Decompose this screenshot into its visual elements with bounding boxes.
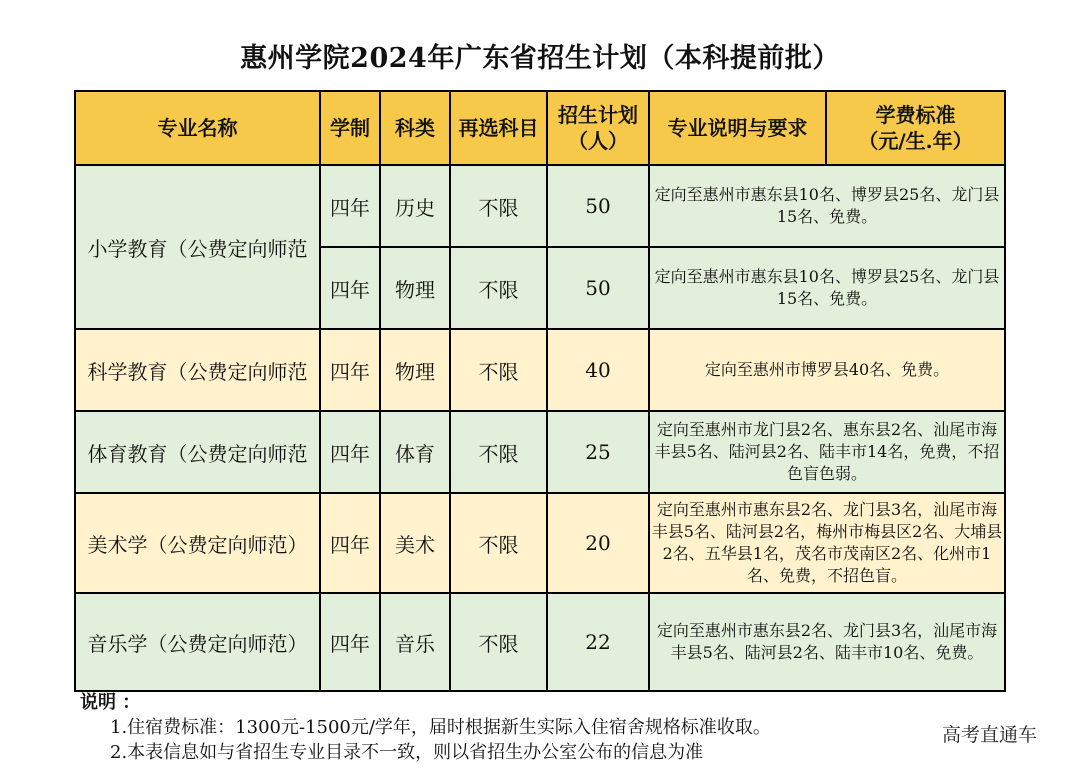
major-name: 科学教育（公费定向师范 [75, 329, 320, 411]
table-row [75, 411, 1005, 493]
header-description: 专业说明与要求 [649, 91, 826, 165]
duration-cell: 四年 [320, 493, 380, 593]
page-title: 惠州学院2024年广东省招生计划（本科提前批） [240, 43, 840, 74]
major-name: 体育教育（公费定向师范 [75, 411, 320, 493]
subject-type-cell: 体育 [380, 411, 450, 493]
table-header-row [75, 91, 1005, 165]
plan-cell: 20 [547, 493, 649, 593]
major-name: 小学教育（公费定向师范 [75, 165, 320, 329]
plan-cell: 25 [547, 411, 649, 493]
reselect-cell: 不限 [450, 593, 547, 691]
table-row [75, 493, 1005, 593]
watermark-text: 高考直通车 [942, 724, 1038, 746]
footnotes [80, 690, 940, 765]
reselect-cell: 不限 [450, 165, 547, 247]
plan-cell: 50 [547, 165, 649, 247]
subject-type-cell: 物理 [380, 329, 450, 411]
header-subject-type: 科类 [380, 91, 450, 165]
header-tuition: 学费标准 （元/生.年） [826, 91, 1005, 165]
description-cell: 定向至惠州市龙门县2名、惠东县2名、汕尾市海丰县5名、陆河县2名、陆丰市14名，免费，不招色盲色弱。 [649, 411, 1005, 493]
table-row [75, 593, 1005, 691]
note-item: 1.住宿费标准：1300元-1500元/学年，届时根据新生实际入住宿舍规格标准收取。 [110, 717, 771, 738]
description-cell: 定向至惠州市惠东县10名、博罗县25名、龙门县15名、免费。 [649, 247, 1005, 329]
duration-cell: 四年 [320, 165, 380, 247]
duration-cell: 四年 [320, 247, 380, 329]
header-duration: 学制 [320, 91, 380, 165]
subject-type-cell: 物理 [380, 247, 450, 329]
major-name: 音乐学（公费定向师范） [75, 593, 320, 691]
reselect-cell: 不限 [450, 493, 547, 593]
header-major: 专业名称 [75, 91, 320, 165]
plan-cell: 50 [547, 247, 649, 329]
duration-cell: 四年 [320, 411, 380, 493]
description-cell: 定向至惠州市惠东县2名、龙门县3名，汕尾市海丰县5名、陆河县2名、陆丰市10名、免费。 [649, 593, 1005, 691]
note-item: 2.本表信息如与省招生专业目录不一致，则以省招生办公室公布的信息为准 [110, 742, 704, 763]
description-cell: 定向至惠州市惠东县10名、博罗县25名、龙门县15名、免费。 [649, 165, 1005, 247]
plan-cell: 22 [547, 593, 649, 691]
plan-cell: 40 [547, 329, 649, 411]
reselect-cell: 不限 [450, 247, 547, 329]
header-plan: 招生计划 （人） [547, 91, 649, 165]
subject-type-cell: 历史 [380, 165, 450, 247]
enrollment-plan-table [74, 90, 1006, 692]
duration-cell: 四年 [320, 593, 380, 691]
table-row [75, 165, 1005, 247]
duration-cell: 四年 [320, 329, 380, 411]
reselect-cell: 不限 [450, 411, 547, 493]
description-cell: 定向至惠州市博罗县40名、免费。 [649, 329, 1005, 411]
description-cell: 定向至惠州市惠东县2名、龙门县3名，汕尾市海丰县5名、陆河县2名，梅州市梅县区2名、大埔县2名、五华县1名，茂名市茂南区2名、化州市1名、免费，不招色盲。 [649, 493, 1005, 593]
table-row [75, 329, 1005, 411]
major-name: 美术学（公费定向师范） [75, 493, 320, 593]
subject-type-cell: 美术 [380, 493, 450, 593]
subject-type-cell: 音乐 [380, 593, 450, 691]
notes-label: 说明 ： [80, 692, 141, 713]
reselect-cell: 不限 [450, 329, 547, 411]
header-reselect: 再选科目 [450, 91, 547, 165]
